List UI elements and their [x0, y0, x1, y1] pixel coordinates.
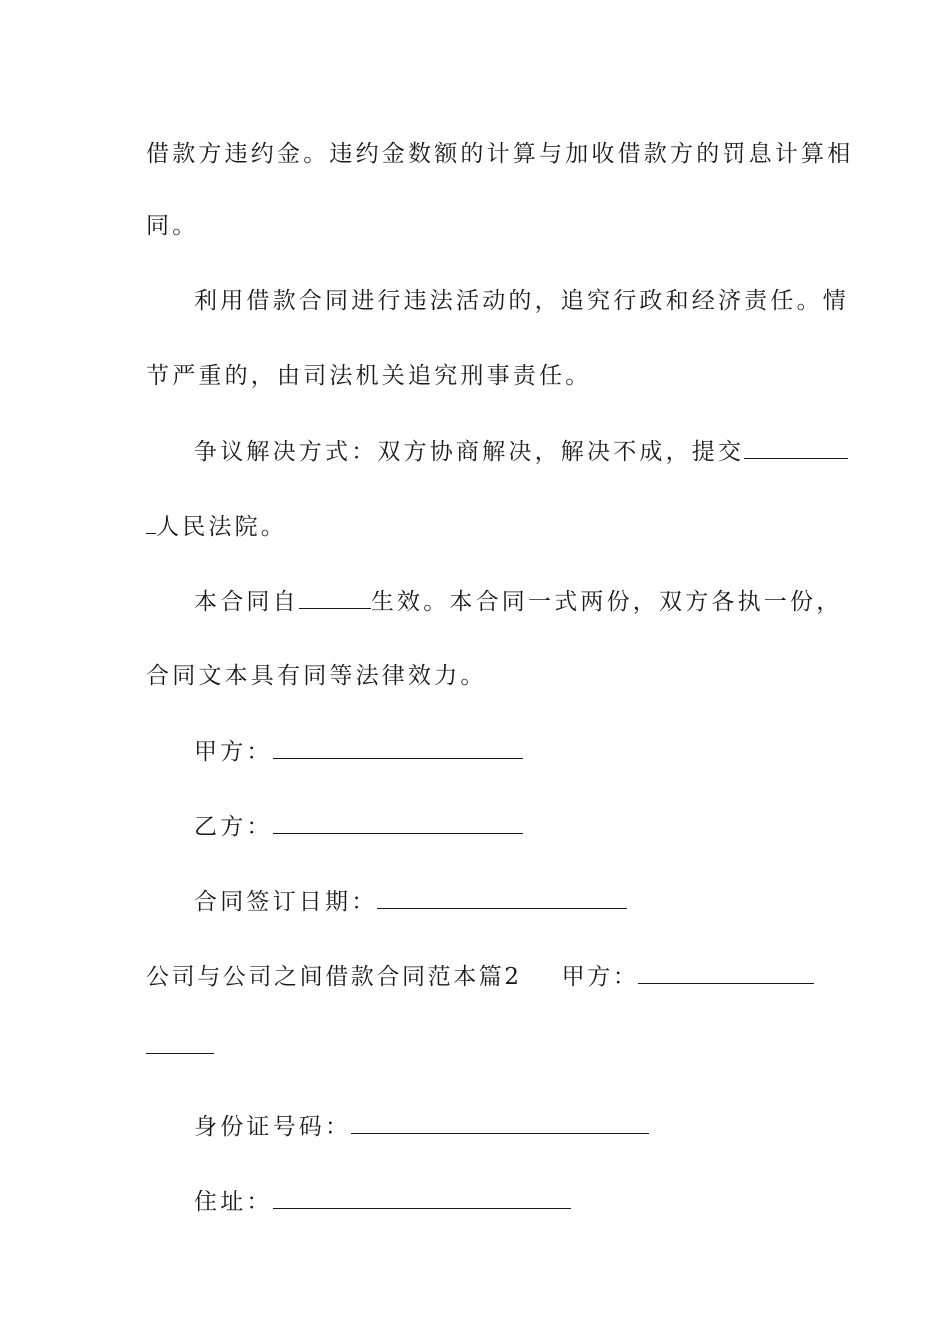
court-blank-part1: [744, 436, 848, 459]
paragraph-dispute-line2: [146, 511, 287, 542]
section2-address: [194, 1186, 571, 1217]
effective-prefix: 本合同自: [194, 589, 299, 615]
section2-party-a-blank-part1: [638, 961, 814, 984]
signature-date: [194, 886, 627, 917]
address-label: 住址：: [194, 1189, 273, 1215]
section2-party-a-blank-part2: [146, 1031, 214, 1054]
section2-party-a-label: 甲方：: [561, 964, 639, 990]
id-number-blank: [351, 1111, 649, 1134]
court-blank-part2: [146, 511, 156, 534]
dispute-text: 争议解决方式：双方协商解决，解决不成，提交: [194, 439, 745, 465]
section2-heading: 公司与公司之间借款合同范本篇2: [146, 964, 522, 990]
id-number-label: 身份证号码：: [194, 1114, 352, 1140]
section2-id-number: [194, 1111, 649, 1142]
effective-suffix: 生效。本合同一式两份，双方各执一份，: [370, 589, 843, 615]
paragraph-liability-line1: 利用借款合同进行违法活动的，追究行政和经济责任。情: [194, 288, 849, 314]
signature-party-a: [194, 736, 523, 767]
paragraph-penalty-line1: 借款方违约金。违约金数额的计算与加收借款方的罚息计算相: [146, 141, 854, 167]
sign-date-blank: [377, 886, 627, 909]
section2-party-a-continuation: [146, 1031, 214, 1062]
paragraph-effective-line1: [194, 586, 842, 617]
sign-date-label: 合同签订日期：: [194, 889, 378, 915]
effective-date-blank: [299, 586, 371, 609]
paragraph-effective-line2: 合同文本具有同等法律效力。: [146, 663, 487, 689]
section2-heading-line: [146, 961, 814, 992]
court-text: 人民法院。: [156, 514, 287, 540]
signature-party-b: [194, 811, 523, 842]
paragraph-penalty-line2: 同。: [146, 213, 199, 239]
paragraph-liability-line2: 节严重的，由司法机关追究刑事责任。: [146, 363, 592, 389]
party-b-blank: [273, 811, 523, 834]
party-b-label: 乙方：: [194, 814, 273, 840]
party-a-label: 甲方：: [194, 739, 273, 765]
party-a-blank: [273, 736, 523, 759]
address-blank: [273, 1186, 571, 1209]
paragraph-dispute-line1: [194, 436, 848, 467]
